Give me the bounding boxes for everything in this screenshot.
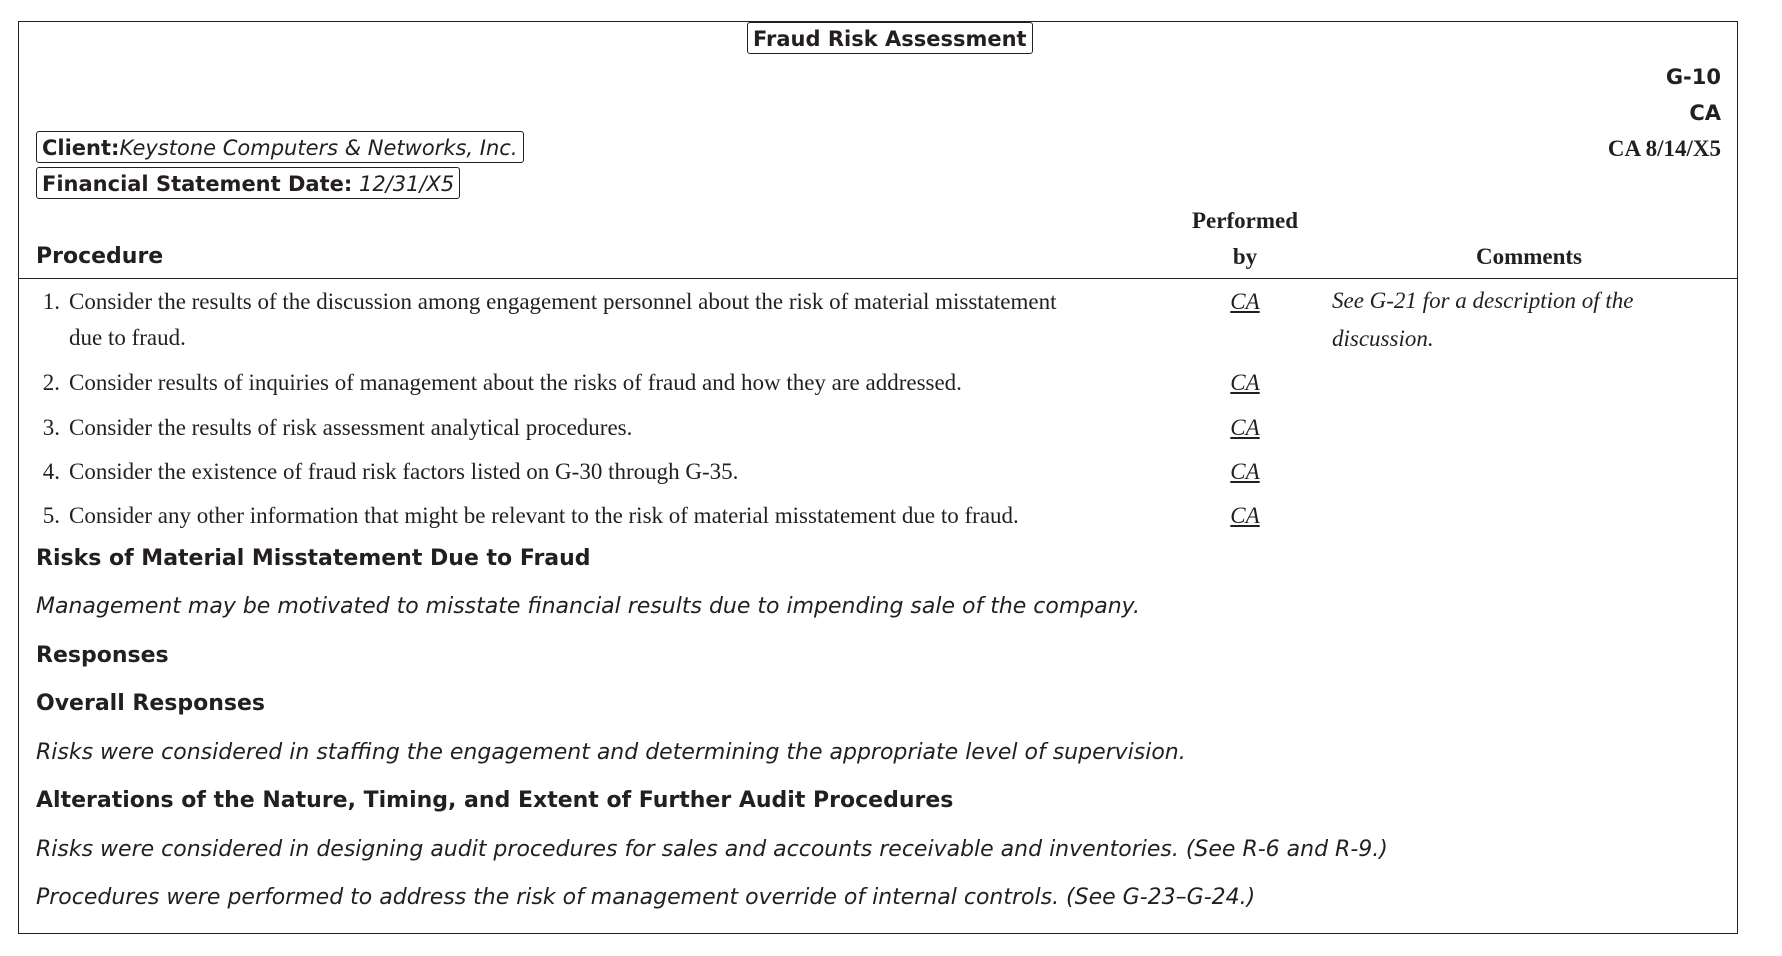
client-name: Keystone Computers & Networks, Inc.: [119, 136, 518, 160]
procedure-text: [69, 284, 1149, 356]
risks-text: Management may be motivated to misstate financial results due to impending sale of the company.: [36, 594, 1140, 619]
risks-heading: Risks of Material Misstatement Due to Fraud: [36, 546, 591, 571]
reference-number: G-10: [1665, 65, 1721, 89]
comment-1: [1332, 282, 1692, 358]
procedure-number: 3.: [42, 415, 60, 440]
comment-line1: See G-21 for a description of the: [1332, 288, 1634, 313]
performed-by-5: CA: [1230, 503, 1260, 528]
procedure-text-line2: due to fraud.: [69, 325, 186, 350]
statement-date-value: 12/31/X5: [358, 172, 455, 196]
performed-by-header-line1: Performed: [1192, 208, 1298, 233]
procedure-number: 1.: [42, 289, 60, 314]
performed-by-2: CA: [1230, 370, 1260, 395]
performed-by-column-header: [1147, 203, 1343, 275]
procedure-column-header: Procedure: [36, 244, 164, 269]
client-label: Client:: [42, 136, 120, 160]
reviewer-signoff: CA 8/14/X5: [1607, 136, 1721, 161]
alterations-text-1: Risks were considered in designing audit procedures for sales and accounts receivable and inventories. (See R-6 and R-9.): [36, 837, 1388, 862]
alterations-heading: Alterations of the Nature, Timing, and Extent of Further Audit Procedures: [36, 788, 954, 813]
procedure-text: Consider the results of risk assessment analytical procedures.: [69, 415, 633, 440]
document-title: Fraud Risk Assessment: [747, 22, 1033, 54]
responses-heading: Responses: [36, 643, 169, 668]
header-divider: [19, 278, 1737, 279]
performed-by-1: CA: [1230, 289, 1260, 314]
overall-responses-text: Risks were considered in staffing the engagement and determining the appropriate level of supervision.: [36, 740, 1186, 765]
performed-by-4: CA: [1230, 459, 1260, 484]
preparer-initials: CA: [1689, 101, 1721, 125]
statement-date-label: Financial Statement Date:: [42, 172, 353, 196]
performed-by-3: CA: [1230, 415, 1260, 440]
performed-by-header-line2: by: [1232, 244, 1258, 269]
procedure-text-line1: Consider the results of the discussion among engagement personnel about the risk of material misstatement: [69, 289, 1057, 314]
workpaper-frame: [18, 21, 1738, 934]
procedure-number: 4.: [42, 459, 60, 484]
comment-line2: discussion.: [1332, 326, 1434, 351]
overall-responses-heading: Overall Responses: [36, 691, 265, 716]
client-box: [36, 131, 524, 163]
procedure-text: Consider any other information that might be relevant to the risk of material misstatement due to fraud.: [69, 503, 1019, 528]
procedure-number: 5.: [42, 503, 60, 528]
procedure-text: Consider results of inquiries of management about the risks of fraud and how they are addressed.: [69, 370, 962, 395]
comments-column-header: Comments: [1475, 244, 1583, 269]
statement-date-box: [36, 167, 460, 199]
procedure-number: 2.: [42, 370, 60, 395]
alterations-text-2: Procedures were performed to address the risk of management override of internal controls. (See G-23–G-24.): [36, 885, 1256, 910]
procedure-text: Consider the existence of fraud risk factors listed on G-30 through G-35.: [69, 459, 739, 484]
